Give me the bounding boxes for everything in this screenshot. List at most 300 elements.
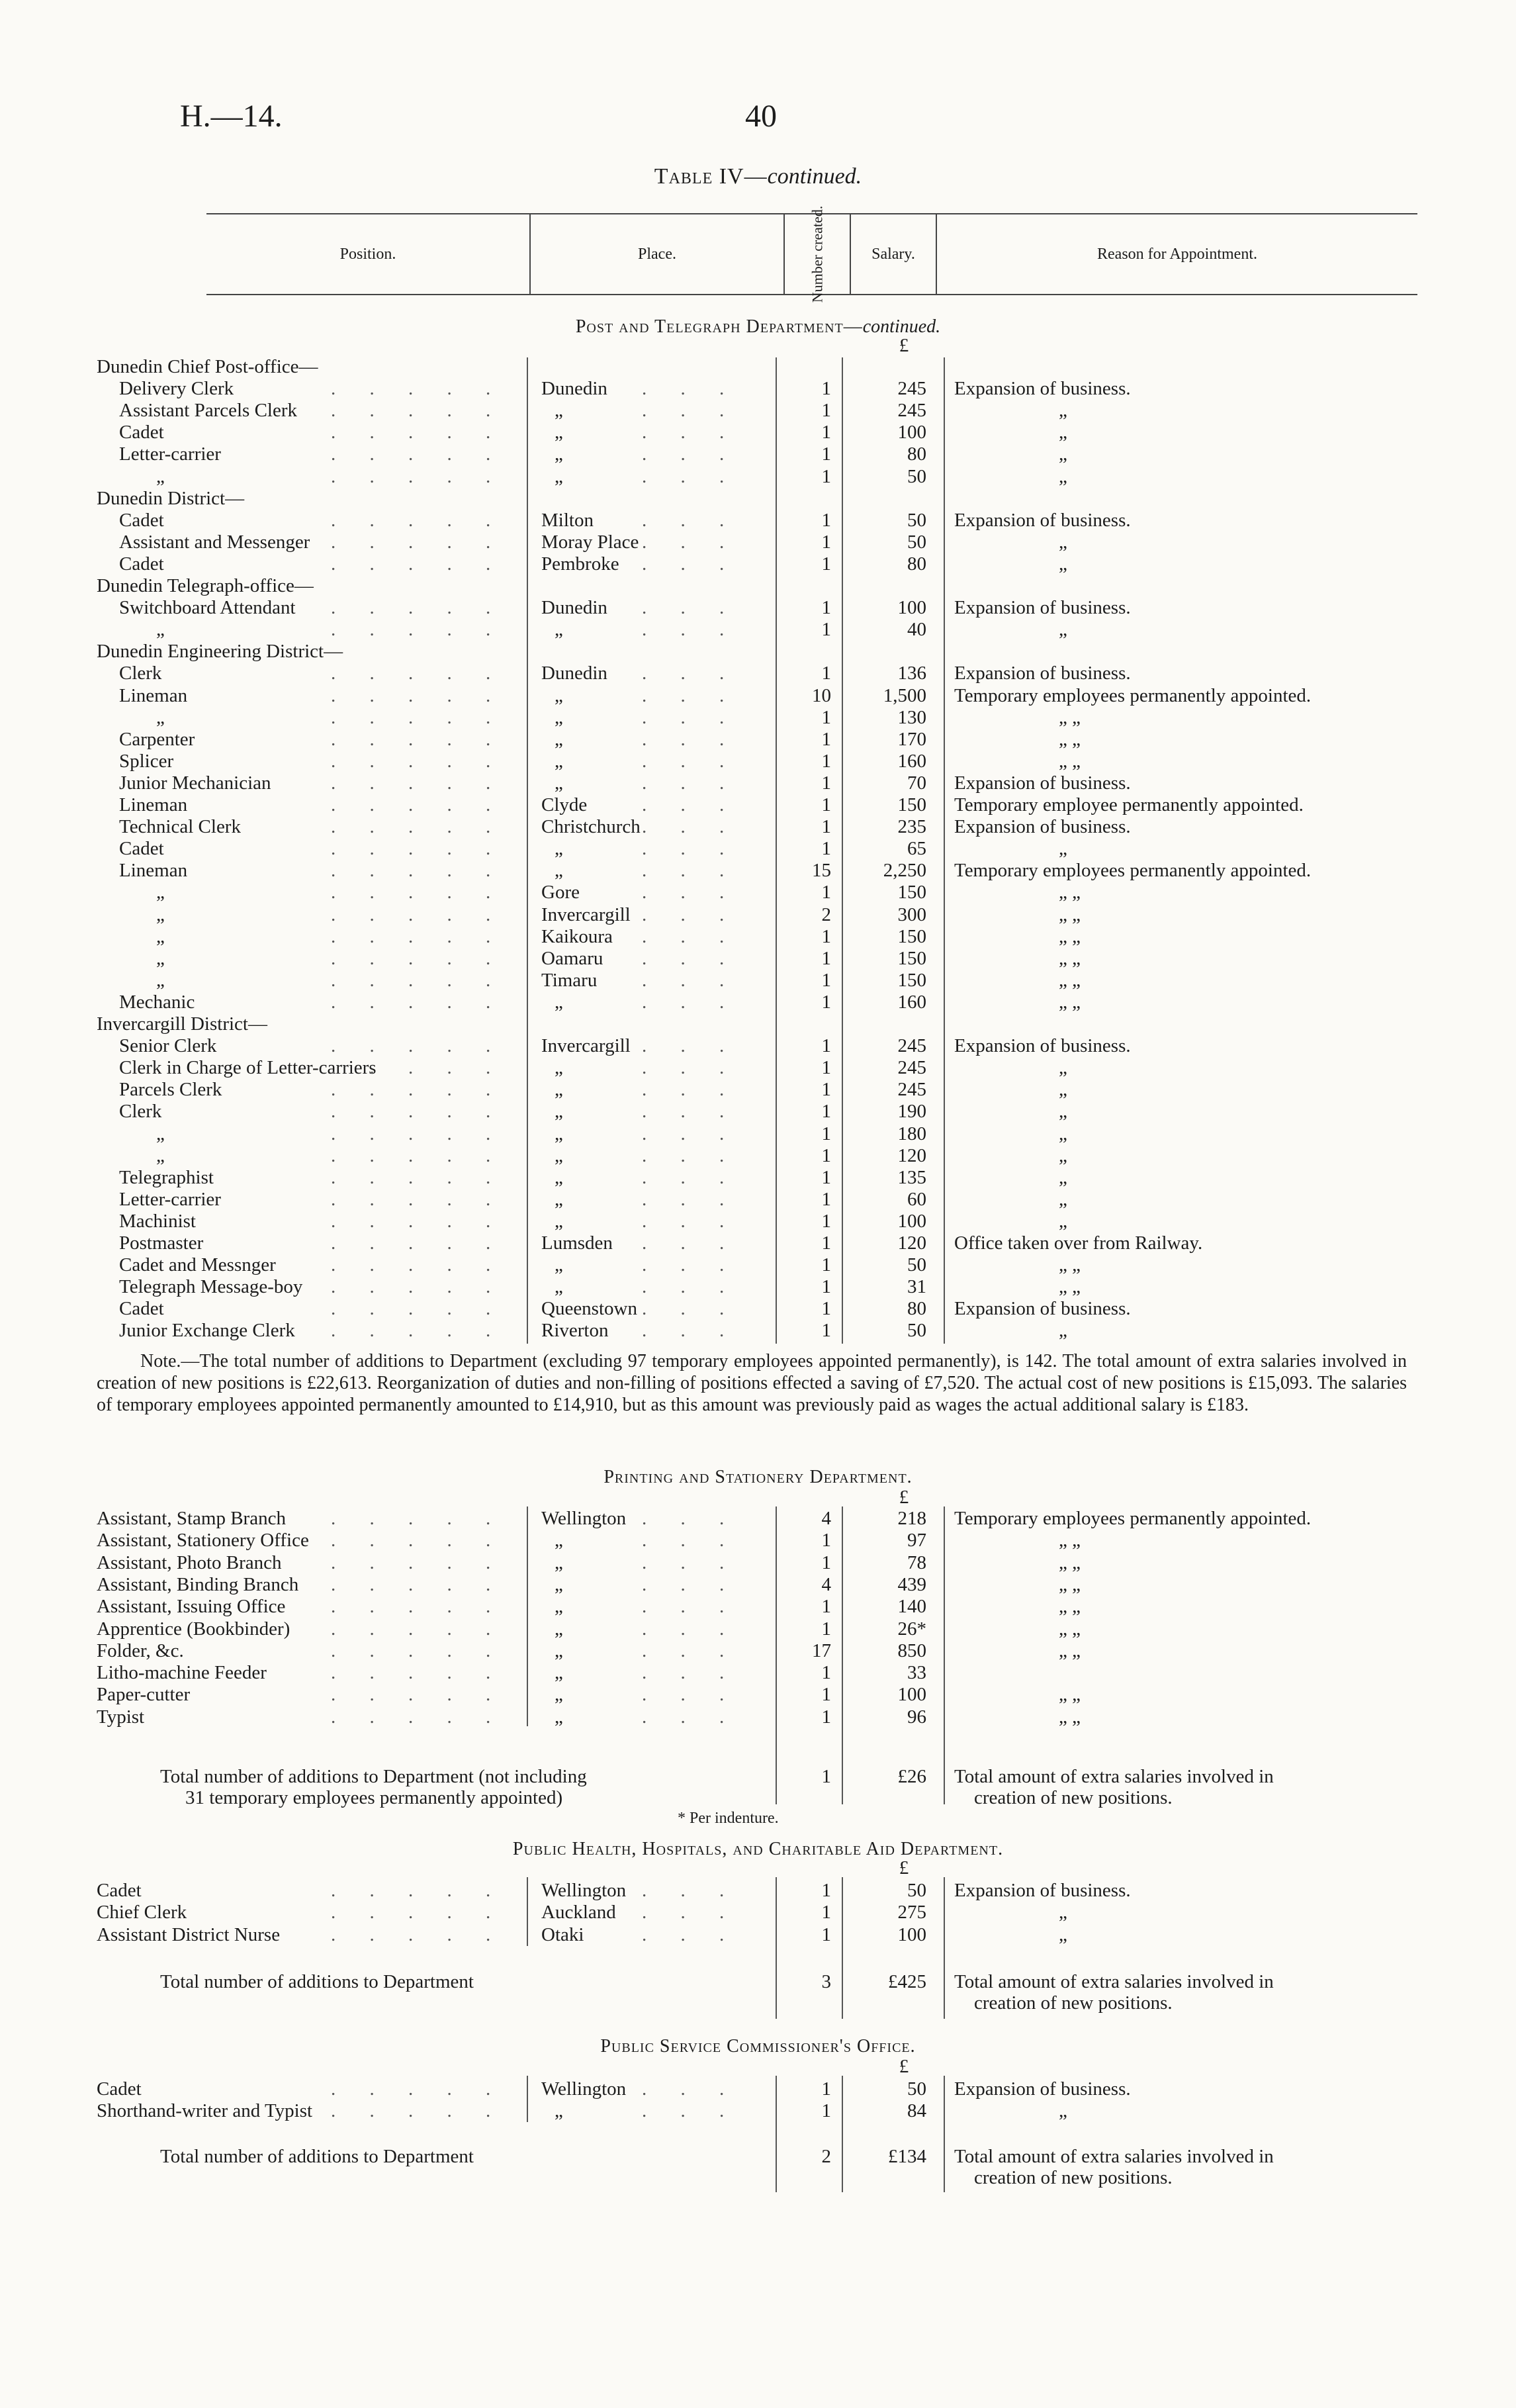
cell-reason: „ „: [1059, 1618, 1081, 1640]
cell-reason: „ „: [1059, 903, 1081, 925]
psc-total-num: 2: [821, 2146, 831, 2167]
leader-dots: . . .: [642, 465, 739, 487]
cell-place: „: [555, 619, 563, 641]
cell-number: 1: [821, 422, 831, 443]
section-title-post-cont: continued.: [862, 316, 941, 337]
leader-dots: . . .: [642, 1640, 739, 1661]
leader-dots: . . .: [642, 816, 739, 838]
cell-reason: „ „: [1059, 1684, 1081, 1706]
section-title-post-name: Post and Telegraph Department—: [575, 316, 863, 337]
leader-dots: . . . . .: [331, 1596, 506, 1618]
leader-dots: . . .: [642, 1276, 739, 1298]
table-row: [0, 1057, 1516, 1079]
leader-dots: . . . . .: [331, 969, 506, 991]
cell-position: Dunedin Chief Post-office—: [97, 356, 318, 377]
leader-dots: . . . . .: [331, 1662, 506, 1684]
leader-dots: . . .: [642, 553, 739, 575]
leader-dots: . . .: [642, 728, 739, 750]
leader-dots: . . . . .: [331, 903, 506, 925]
health-total-label: Total number of additions to Department: [160, 1971, 474, 1992]
cell-number: 1: [821, 1276, 831, 1298]
rule-sal-post: [842, 357, 843, 1344]
leader-dots: . . .: [642, 838, 739, 860]
cell-reason: „ „: [1059, 1706, 1081, 1728]
leader-dots: . . .: [642, 663, 739, 684]
leader-dots: . . . . .: [331, 1684, 506, 1706]
cell-number: 1: [821, 400, 831, 422]
cell-number: 1: [821, 969, 831, 991]
table-title: [0, 164, 1516, 189]
cell-reason: „ „: [1059, 1640, 1081, 1661]
cell-number: 1: [821, 1902, 831, 1923]
leader-dots: . . . . .: [331, 684, 506, 706]
leader-dots: . . .: [642, 1706, 739, 1728]
cell-position: Typist: [97, 1706, 145, 1728]
leader-dots: . . .: [642, 400, 739, 422]
cell-place: Auckland: [541, 1902, 616, 1923]
cell-salary: 80: [907, 1298, 926, 1320]
rule-num-post: [776, 357, 777, 1344]
cell-number: 1: [821, 1210, 831, 1232]
rule-reason-psc: [944, 2076, 945, 2192]
leader-dots: . . .: [642, 597, 739, 619]
rule-sal-printing: [842, 1506, 843, 1804]
table-row: [0, 970, 1516, 992]
table-row: [0, 992, 1516, 1013]
cell-reason: „: [1059, 531, 1067, 553]
leader-dots: . . .: [642, 531, 739, 553]
leader-dots: . . . . .: [331, 422, 506, 443]
health-total-reason-1: Total amount of extra salaries involved in: [954, 1971, 1274, 1992]
cell-salary: 33: [907, 1662, 926, 1684]
rule-sal-health: [842, 1877, 843, 2019]
cell-salary: 96: [907, 1706, 926, 1728]
cell-position: Lineman: [119, 860, 188, 882]
cell-salary: 50: [907, 509, 926, 531]
cell-reason: Expansion of business.: [954, 1035, 1131, 1057]
leader-dots: . . . . .: [331, 1902, 506, 1923]
cell-reason: Expansion of business.: [954, 378, 1131, 400]
cell-salary: 150: [897, 925, 926, 947]
cell-salary: 100: [897, 1923, 926, 1945]
cell-reason: „: [1059, 1188, 1067, 1210]
cell-reason: „: [1059, 838, 1067, 860]
cell-number: 1: [821, 1144, 831, 1166]
cell-position: Clerk in Charge of Letter-carriers: [119, 1057, 377, 1079]
table-row: [0, 1924, 1516, 1946]
cell-place: „: [555, 684, 563, 706]
rule-reason-printing: [944, 1506, 945, 1804]
table-row: [0, 1662, 1516, 1684]
leader-dots: . . .: [642, 1232, 739, 1254]
rule-num-health: [776, 1877, 777, 2019]
leader-dots: . . .: [642, 1166, 739, 1188]
leader-dots: . . .: [642, 991, 739, 1013]
cell-place: Lumsden: [541, 1232, 613, 1254]
cell-number: 1: [821, 1166, 831, 1188]
cell-position: Assistant, Stationery Office: [97, 1530, 309, 1551]
cell-salary: 150: [897, 969, 926, 991]
cell-salary: 170: [897, 728, 926, 750]
cell-reason: „: [1059, 443, 1067, 465]
cell-place: „: [555, 1101, 563, 1123]
leader-dots: . . . . .: [331, 1101, 506, 1123]
cell-position: Assistant, Photo Branch: [97, 1551, 282, 1573]
cell-reason: „: [1059, 1923, 1067, 1945]
table-row: [0, 1079, 1516, 1101]
leader-dots: . . . . .: [331, 882, 506, 903]
cell-number: 1: [821, 1880, 831, 1901]
cell-reason: Expansion of business.: [954, 816, 1131, 838]
cell-place: „: [555, 400, 563, 422]
cell-salary: 84: [907, 2100, 926, 2122]
table-row: [0, 1123, 1516, 1145]
table-row: [0, 422, 1516, 443]
section-title-printing: Printing and Stationery Department.: [603, 1467, 913, 1487]
cell-number: 15: [812, 860, 831, 882]
leader-dots: . . .: [642, 1684, 739, 1706]
table-title-continued: continued.: [767, 164, 862, 189]
leader-dots: . . .: [642, 1573, 739, 1595]
cell-position: „: [156, 925, 165, 947]
cell-place: Kaikoura: [541, 925, 613, 947]
leader-dots: . . .: [642, 443, 739, 465]
rule-reason-health: [944, 1877, 945, 2019]
cell-number: 1: [821, 2078, 831, 2100]
table-row: [0, 1167, 1516, 1189]
cell-salary: 100: [897, 1684, 926, 1706]
leader-dots: . . .: [642, 378, 739, 400]
table-row: [0, 663, 1516, 684]
col-place-header: Place.: [529, 214, 783, 294]
cell-position: Technical Clerk: [119, 816, 241, 838]
leader-dots: . . . . .: [331, 1880, 506, 1901]
cell-place: „: [555, 860, 563, 882]
cell-position: Machinist: [119, 1210, 196, 1232]
leader-dots: . . .: [642, 772, 739, 794]
cell-place: Gore: [541, 882, 580, 903]
cell-salary: 180: [897, 1123, 926, 1144]
leader-dots: . . .: [642, 2078, 739, 2100]
leader-dots: . . .: [642, 925, 739, 947]
leader-dots: . . . . .: [331, 531, 506, 553]
cell-position: Letter-carrier: [119, 1188, 221, 1210]
cell-place: „: [555, 838, 563, 860]
section-title-post: [0, 316, 1516, 338]
table-row: [0, 1574, 1516, 1596]
leader-dots: . . . . .: [331, 443, 506, 465]
printing-total-reason-2: creation of new positions.: [974, 1787, 1173, 1808]
cell-salary: 50: [907, 1320, 926, 1342]
cell-place: Moray Place: [541, 531, 639, 553]
cell-place: „: [555, 750, 563, 772]
table-row: [0, 816, 1516, 838]
cell-position: Parcels Clerk: [119, 1079, 222, 1101]
cell-position: „: [156, 1144, 165, 1166]
cell-reason: „ „: [1059, 1254, 1081, 1276]
leader-dots: . . .: [642, 509, 739, 531]
leader-dots: . . . . .: [331, 509, 506, 531]
cell-position: Delivery Clerk: [119, 378, 234, 400]
cell-position: Shorthand-writer and Typist: [97, 2100, 313, 2122]
table-row: [0, 1618, 1516, 1640]
leader-dots: . . . . .: [331, 1618, 506, 1640]
cell-place: „: [555, 1684, 563, 1706]
leader-dots: . . .: [642, 794, 739, 815]
cell-reason: Expansion of business.: [954, 509, 1131, 531]
leader-dots: . . .: [642, 947, 739, 969]
cell-salary: 245: [897, 400, 926, 422]
cell-reason: „ „: [1059, 1551, 1081, 1573]
cell-place: Oamaru: [541, 947, 603, 969]
leader-dots: . . . . .: [331, 663, 506, 684]
rule-num-psc: [776, 2076, 777, 2192]
table-row: [0, 378, 1516, 400]
cell-place: „: [555, 1530, 563, 1551]
cell-number: 1: [821, 1551, 831, 1573]
section-title-health: Public Health, Hospitals, and Charitable Aid Department.: [512, 1839, 1004, 1859]
cell-position: Telegraphist: [119, 1166, 214, 1188]
leader-dots: . . . . .: [331, 465, 506, 487]
cell-number: 1: [821, 1684, 831, 1706]
cell-number: 1: [821, 1298, 831, 1320]
cell-number: 1: [821, 750, 831, 772]
rule-num-printing: [776, 1506, 777, 1804]
cell-number: 1: [821, 378, 831, 400]
printing-total-salary: £26: [897, 1766, 926, 1787]
cell-salary: 300: [897, 903, 926, 925]
cell-place: „: [555, 1573, 563, 1595]
rule-place-psc: [527, 2076, 528, 2122]
leader-dots: . . . . .: [331, 794, 506, 815]
cell-place: Queenstown: [541, 1298, 637, 1320]
leader-dots: . . . . .: [331, 1276, 506, 1298]
leader-dots: . . . . .: [331, 706, 506, 728]
printing-total-num: 1: [821, 1766, 831, 1787]
cell-place: Christchurch: [541, 816, 641, 838]
cell-reason: Expansion of business.: [954, 772, 1131, 794]
table-row: [0, 772, 1516, 794]
cell-place: „: [555, 728, 563, 750]
table-row: [0, 1530, 1516, 1551]
cell-position: Cadet: [119, 422, 164, 443]
cell-reason: Temporary employees permanently appointed.: [954, 1508, 1312, 1529]
cell-position: Assistant, Stamp Branch: [97, 1508, 286, 1529]
leader-dots: . . . . .: [331, 400, 506, 422]
cell-salary: 50: [907, 1254, 926, 1276]
cell-place: Clyde: [541, 794, 588, 815]
cell-place: „: [555, 1079, 563, 1101]
pound-psc: £: [899, 2056, 909, 2077]
leader-dots: . . .: [642, 1101, 739, 1123]
page-number: 40: [745, 99, 777, 134]
cell-position: Litho-machine Feeder: [97, 1662, 267, 1684]
cell-position: Assistant, Issuing Office: [97, 1596, 286, 1618]
cell-number: 1: [821, 1101, 831, 1123]
cell-position: Clerk: [119, 663, 162, 684]
cell-reason: „ „: [1059, 1573, 1081, 1595]
col-number-header: [783, 205, 850, 303]
cell-reason: Temporary employee permanently appointed.: [954, 794, 1304, 815]
cell-position: Assistant Parcels Clerk: [119, 400, 298, 422]
cell-place: Wellington: [541, 1508, 627, 1529]
footnote-per-indenture: * Per indenture.: [678, 1810, 779, 1827]
table-row: [0, 575, 1516, 597]
col-position-header: Position.: [339, 245, 396, 263]
leader-dots: . . .: [642, 1902, 739, 1923]
leader-dots: . . .: [642, 1254, 739, 1276]
leader-dots: . . . . .: [331, 1923, 506, 1945]
cell-salary: 160: [897, 750, 926, 772]
cell-number: 1: [821, 597, 831, 619]
cell-reason: „: [1059, 2100, 1067, 2122]
leader-dots: . . .: [642, 2100, 739, 2122]
table-row: [0, 1320, 1516, 1342]
cell-position: Paper-cutter: [97, 1684, 191, 1706]
cell-place: „: [555, 2100, 563, 2122]
table-row: [0, 1101, 1516, 1123]
cell-place: Wellington: [541, 1880, 627, 1901]
cell-salary: 40: [907, 619, 926, 641]
rule-place-printing: [527, 1506, 528, 1726]
leader-dots: . . . . .: [331, 772, 506, 794]
table-row: [0, 510, 1516, 532]
cell-salary: 245: [897, 378, 926, 400]
cell-position: Switchboard Attendant: [119, 597, 296, 619]
cell-salary: 100: [897, 1210, 926, 1232]
cell-place: „: [555, 443, 563, 465]
cell-salary: 150: [897, 882, 926, 903]
cell-reason: „: [1059, 1123, 1067, 1144]
leader-dots: . . .: [642, 1298, 739, 1320]
cell-reason: Expansion of business.: [954, 1880, 1131, 1901]
table-row: [0, 356, 1516, 378]
col-number-label: Number created.: [809, 205, 825, 303]
cell-place: „: [555, 1210, 563, 1232]
cell-salary: 150: [897, 947, 926, 969]
cell-position: Assistant District Nurse: [97, 1923, 281, 1945]
cell-number: 1: [821, 882, 831, 903]
psc-total-salary: £134: [888, 2146, 926, 2167]
cell-reason: „: [1059, 400, 1067, 422]
cell-place: Invercargill: [541, 1035, 631, 1057]
table-row: [0, 1145, 1516, 1167]
cell-number: 1: [821, 553, 831, 575]
leader-dots: . . . . .: [331, 1232, 506, 1254]
leader-dots: . . .: [642, 1508, 739, 1529]
cell-position: Senior Clerk: [119, 1035, 217, 1057]
leader-dots: . . . . .: [331, 597, 506, 619]
cell-number: 10: [812, 684, 831, 706]
cell-position: Postmaster: [119, 1232, 204, 1254]
leader-dots: . . . . .: [331, 1035, 506, 1057]
cell-position: Cadet and Messnger: [119, 1254, 276, 1276]
leader-dots: . . . . .: [331, 1551, 506, 1573]
leader-dots: . . .: [642, 1188, 739, 1210]
leader-dots: . . . . .: [331, 1573, 506, 1595]
cell-salary: 140: [897, 1596, 926, 1618]
cell-number: 1: [821, 1057, 831, 1079]
cell-place: „: [555, 772, 563, 794]
psc-total-reason-1: Total amount of extra salaries involved in: [954, 2146, 1274, 2167]
cell-place: „: [555, 1123, 563, 1144]
cell-place: Wellington: [541, 2078, 627, 2100]
printing-total-label-1: Total number of additions to Department (not including: [160, 1766, 587, 1787]
cell-position: Cadet: [119, 509, 164, 531]
cell-salary: 97: [907, 1530, 926, 1551]
cell-reason: „: [1059, 1210, 1067, 1232]
cell-salary: 65: [907, 838, 926, 860]
cell-reason: Temporary employees permanently appointed.: [954, 860, 1312, 882]
cell-position: Assistant, Binding Branch: [97, 1573, 299, 1595]
rule-sal-psc: [842, 2076, 843, 2192]
leader-dots: . . .: [642, 422, 739, 443]
cell-reason: „ „: [1059, 882, 1081, 903]
table-row: [0, 926, 1516, 948]
leader-dots: . . . . .: [331, 947, 506, 969]
cell-place: „: [555, 422, 563, 443]
table-row: [0, 794, 1516, 816]
cell-number: 1: [821, 619, 831, 641]
cell-place: „: [555, 1166, 563, 1188]
cell-number: 1: [821, 1596, 831, 1618]
leader-dots: . . . . .: [331, 728, 506, 750]
cell-position: „: [156, 465, 165, 487]
cell-position: Chief Clerk: [97, 1902, 187, 1923]
table-row: [0, 1880, 1516, 1902]
table-row: [0, 1902, 1516, 1923]
cell-place: Dunedin: [541, 663, 607, 684]
rule-reason-post: [944, 357, 945, 1344]
cell-number: 1: [821, 531, 831, 553]
cell-number: 1: [821, 509, 831, 531]
cell-reason: „: [1059, 422, 1067, 443]
cell-number: 1: [821, 1254, 831, 1276]
cell-position: Carpenter: [119, 728, 195, 750]
cell-reason: Expansion of business.: [954, 2078, 1131, 2100]
table-row: [0, 948, 1516, 970]
cell-position: „: [156, 619, 165, 641]
cell-number: 1: [821, 663, 831, 684]
cell-number: 4: [821, 1508, 831, 1529]
table-row: [0, 488, 1516, 510]
cell-position: „: [156, 1123, 165, 1144]
leader-dots: . . .: [642, 1320, 739, 1342]
table-row: [0, 904, 1516, 926]
cell-number: 1: [821, 443, 831, 465]
cell-salary: 60: [907, 1188, 926, 1210]
cell-reason: Temporary employees permanently appointed.: [954, 684, 1312, 706]
table-row: [0, 1013, 1516, 1035]
cell-salary: 850: [897, 1640, 926, 1661]
cell-number: 1: [821, 2100, 831, 2122]
pound-post: £: [899, 335, 909, 356]
cell-position: Cadet: [119, 1298, 164, 1320]
cell-number: 1: [821, 1079, 831, 1101]
cell-salary: 50: [907, 531, 926, 553]
leader-dots: . . .: [642, 1035, 739, 1057]
cell-place: Riverton: [541, 1320, 609, 1342]
leader-dots: . . . . .: [331, 1123, 506, 1144]
health-total-salary: £425: [888, 1971, 926, 1992]
leader-dots: . . . . .: [331, 838, 506, 860]
cell-place: „: [555, 1596, 563, 1618]
table-row: [0, 729, 1516, 751]
leader-dots: . . . . .: [331, 925, 506, 947]
cell-position: Junior Exchange Clerk: [119, 1320, 295, 1342]
cell-number: 1: [821, 947, 831, 969]
table-row: [0, 2100, 1516, 2122]
